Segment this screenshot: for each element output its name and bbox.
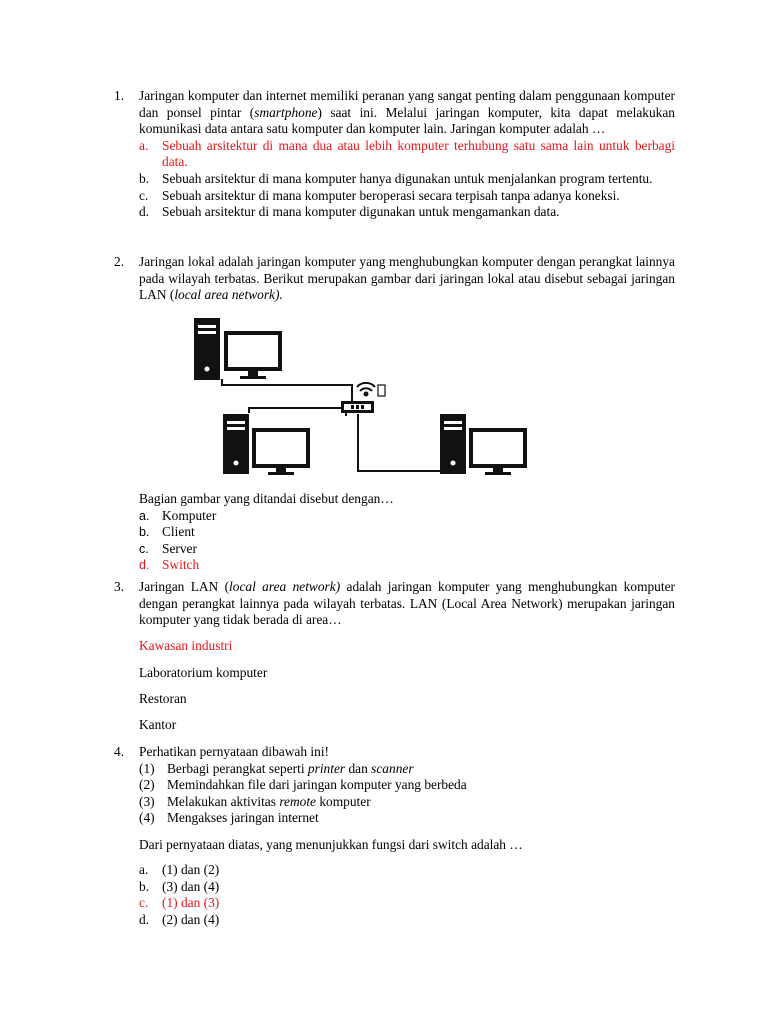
option-2: Laboratorium komputer xyxy=(139,665,268,680)
option-c: c. Server xyxy=(139,540,197,556)
option-b: b. Sebuah arsitektur di mana komputer hanya digunakan untuk menjalankan program tertentu. xyxy=(139,170,653,186)
question-text: Jaringan komputer dan internet memiliki peranan yang sangat penting dalam penggunaan komputer dan ponsel pintar (smartphone) saat ini. Melalui jaringan komputer, kita dapat melakukan komunikasi data antara satu komputer dan komputer lain. Jaringan komputer adalah … xyxy=(139,88,676,137)
option-list xyxy=(139,862,675,928)
option-list xyxy=(139,508,675,574)
question-3-options xyxy=(114,691,675,708)
option-d: d. (2) dan (4) xyxy=(139,911,220,927)
computer-tower-icon xyxy=(194,318,220,380)
question-text: Jaringan LAN (local area network) adalah jaringan komputer yang menghubungkan komputer dengan perangkat lainnya pada wilayah terbatas. LAN (Local Area Network) merupakan jaringan komputer yang tidak berada di area… xyxy=(139,579,675,628)
monitor-icon xyxy=(469,428,527,475)
question-2-prompt xyxy=(114,491,675,574)
statement-2: (2) Memindahkan file dari jaringan komputer yang berbeda xyxy=(139,777,467,793)
question-number: 4. xyxy=(114,744,125,759)
question-text: Jaringan lokal adalah jaringan komputer yang menghubungkan komputer dengan perangkat lainnya pada wilayah terbatas. Berikut merupakan gambar dari jaringan lokal atau disebut sebagai jaringan LAN (local area network). xyxy=(139,254,675,303)
option-d: d. Sebuah arsitektur di mana komputer digunakan untuk mengamankan data. xyxy=(139,204,560,220)
statement-3: (3) Melakukan aktivitas remote komputer xyxy=(139,793,371,809)
computer-tower-icon xyxy=(440,414,466,474)
option-3: Restoran xyxy=(139,691,187,706)
option-list xyxy=(139,138,675,221)
question-3-options xyxy=(114,638,675,655)
question-3 xyxy=(114,579,675,629)
option-a: a. (1) dan (2) xyxy=(139,862,220,877)
option-c: c. Sebuah arsitektur di mana komputer beroperasi secara terpisah tanpa adanya koneksi. xyxy=(139,187,620,203)
monitor-icon xyxy=(252,428,310,475)
switch-icon xyxy=(341,401,374,413)
question-2 xyxy=(114,254,675,304)
question-3-options xyxy=(114,717,675,734)
option-a: a. Sebuah arsitektur di mana dua atau lebih komputer terhubung satu sama lain untuk berbagi data. xyxy=(139,137,675,170)
lan-diagram xyxy=(190,313,535,478)
question-prompt: Bagian gambar yang ditandai disebut dengan… xyxy=(139,491,394,506)
wifi-icon xyxy=(357,383,385,396)
option-b: b. Client xyxy=(139,524,195,540)
option-b: b. (3) dan (4) xyxy=(139,878,220,894)
question-number: 2. xyxy=(114,254,125,269)
option-1: Kawasan industri xyxy=(139,638,233,653)
question-number: 1. xyxy=(114,88,125,103)
question-4-options xyxy=(114,862,675,928)
question-prompt: Dari pernyataan diatas, yang menunjukkan fungsi dari switch adalah … xyxy=(139,837,523,852)
option-c: c. (1) dan (3) xyxy=(139,895,220,911)
option-4: Kantor xyxy=(139,717,177,732)
question-4-prompt xyxy=(114,837,675,854)
statement-1: (1) Berbagi perangkat seperti printer dan scanner xyxy=(139,760,414,776)
statement-4: (4) Mengakses jaringan internet xyxy=(139,810,319,826)
question-1 xyxy=(114,88,675,221)
computer-tower-icon xyxy=(223,414,249,474)
monitor-icon xyxy=(224,331,282,379)
question-4 xyxy=(114,744,675,827)
question-number: 3. xyxy=(114,579,125,594)
question-3-options xyxy=(114,665,675,682)
question-text: Perhatikan pernyataan dibawah ini! xyxy=(139,744,329,759)
option-d: d. Switch xyxy=(139,557,200,573)
statement-list xyxy=(139,761,675,827)
option-a: a. Komputer xyxy=(139,507,217,523)
